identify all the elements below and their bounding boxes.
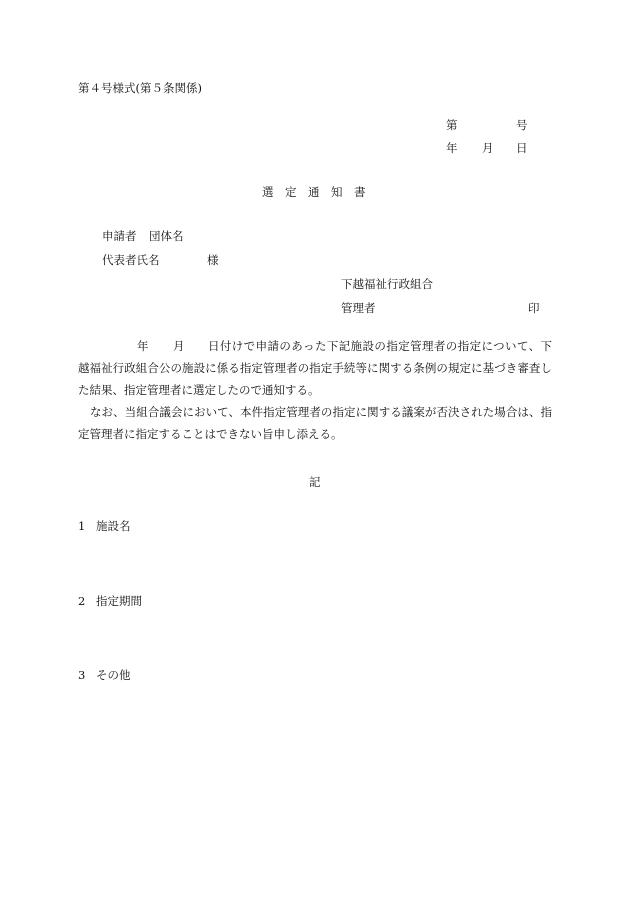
representative-label: 代表者氏名: [102, 253, 160, 267]
item-1-label: 施設名: [96, 519, 131, 533]
issuer-role: 管理者: [341, 301, 376, 315]
applicant-label: 申請者: [102, 229, 137, 243]
doc-number-suffix: 号: [516, 118, 528, 132]
item-2-label: 指定期間: [96, 594, 142, 608]
item-3-number: 3: [78, 668, 86, 682]
honorific: 様: [207, 253, 219, 267]
document-title: 選 定 通 知 書: [262, 185, 366, 199]
body-date-month: 月: [173, 339, 185, 353]
ki-heading: 記: [309, 475, 321, 489]
date-month: 月: [482, 141, 494, 155]
date-year: 年: [446, 141, 458, 155]
seal-mark: 印: [528, 301, 540, 315]
item-3-label: その他: [96, 668, 131, 682]
form-number: 第４号様式(第５条関係): [78, 81, 202, 95]
issuer-org: 下越福祉行政組合: [341, 277, 433, 291]
body-paragraph-2: なお、当組合議会において、本件指定管理者の指定に関する議案が否決された場合は、指定管理者に指定することはできない旨申し添える。: [78, 405, 552, 441]
date-day: 日: [516, 141, 528, 155]
item-1-number: 1: [78, 519, 86, 533]
body-date-year: 年: [137, 339, 149, 353]
item-2-number: 2: [78, 594, 86, 608]
applicant-org-label: 団体名: [149, 229, 184, 243]
body-paragraph-1: 日付けで申請のあった下記施設の指定管理者の指定について、下越福祉行政組合公の施設に係る指定管理者の指定手続等に関する条例の規定に基づき審査した結果、指定管理者に選定したので通知する。: [78, 339, 552, 397]
doc-number-prefix: 第: [446, 118, 458, 132]
